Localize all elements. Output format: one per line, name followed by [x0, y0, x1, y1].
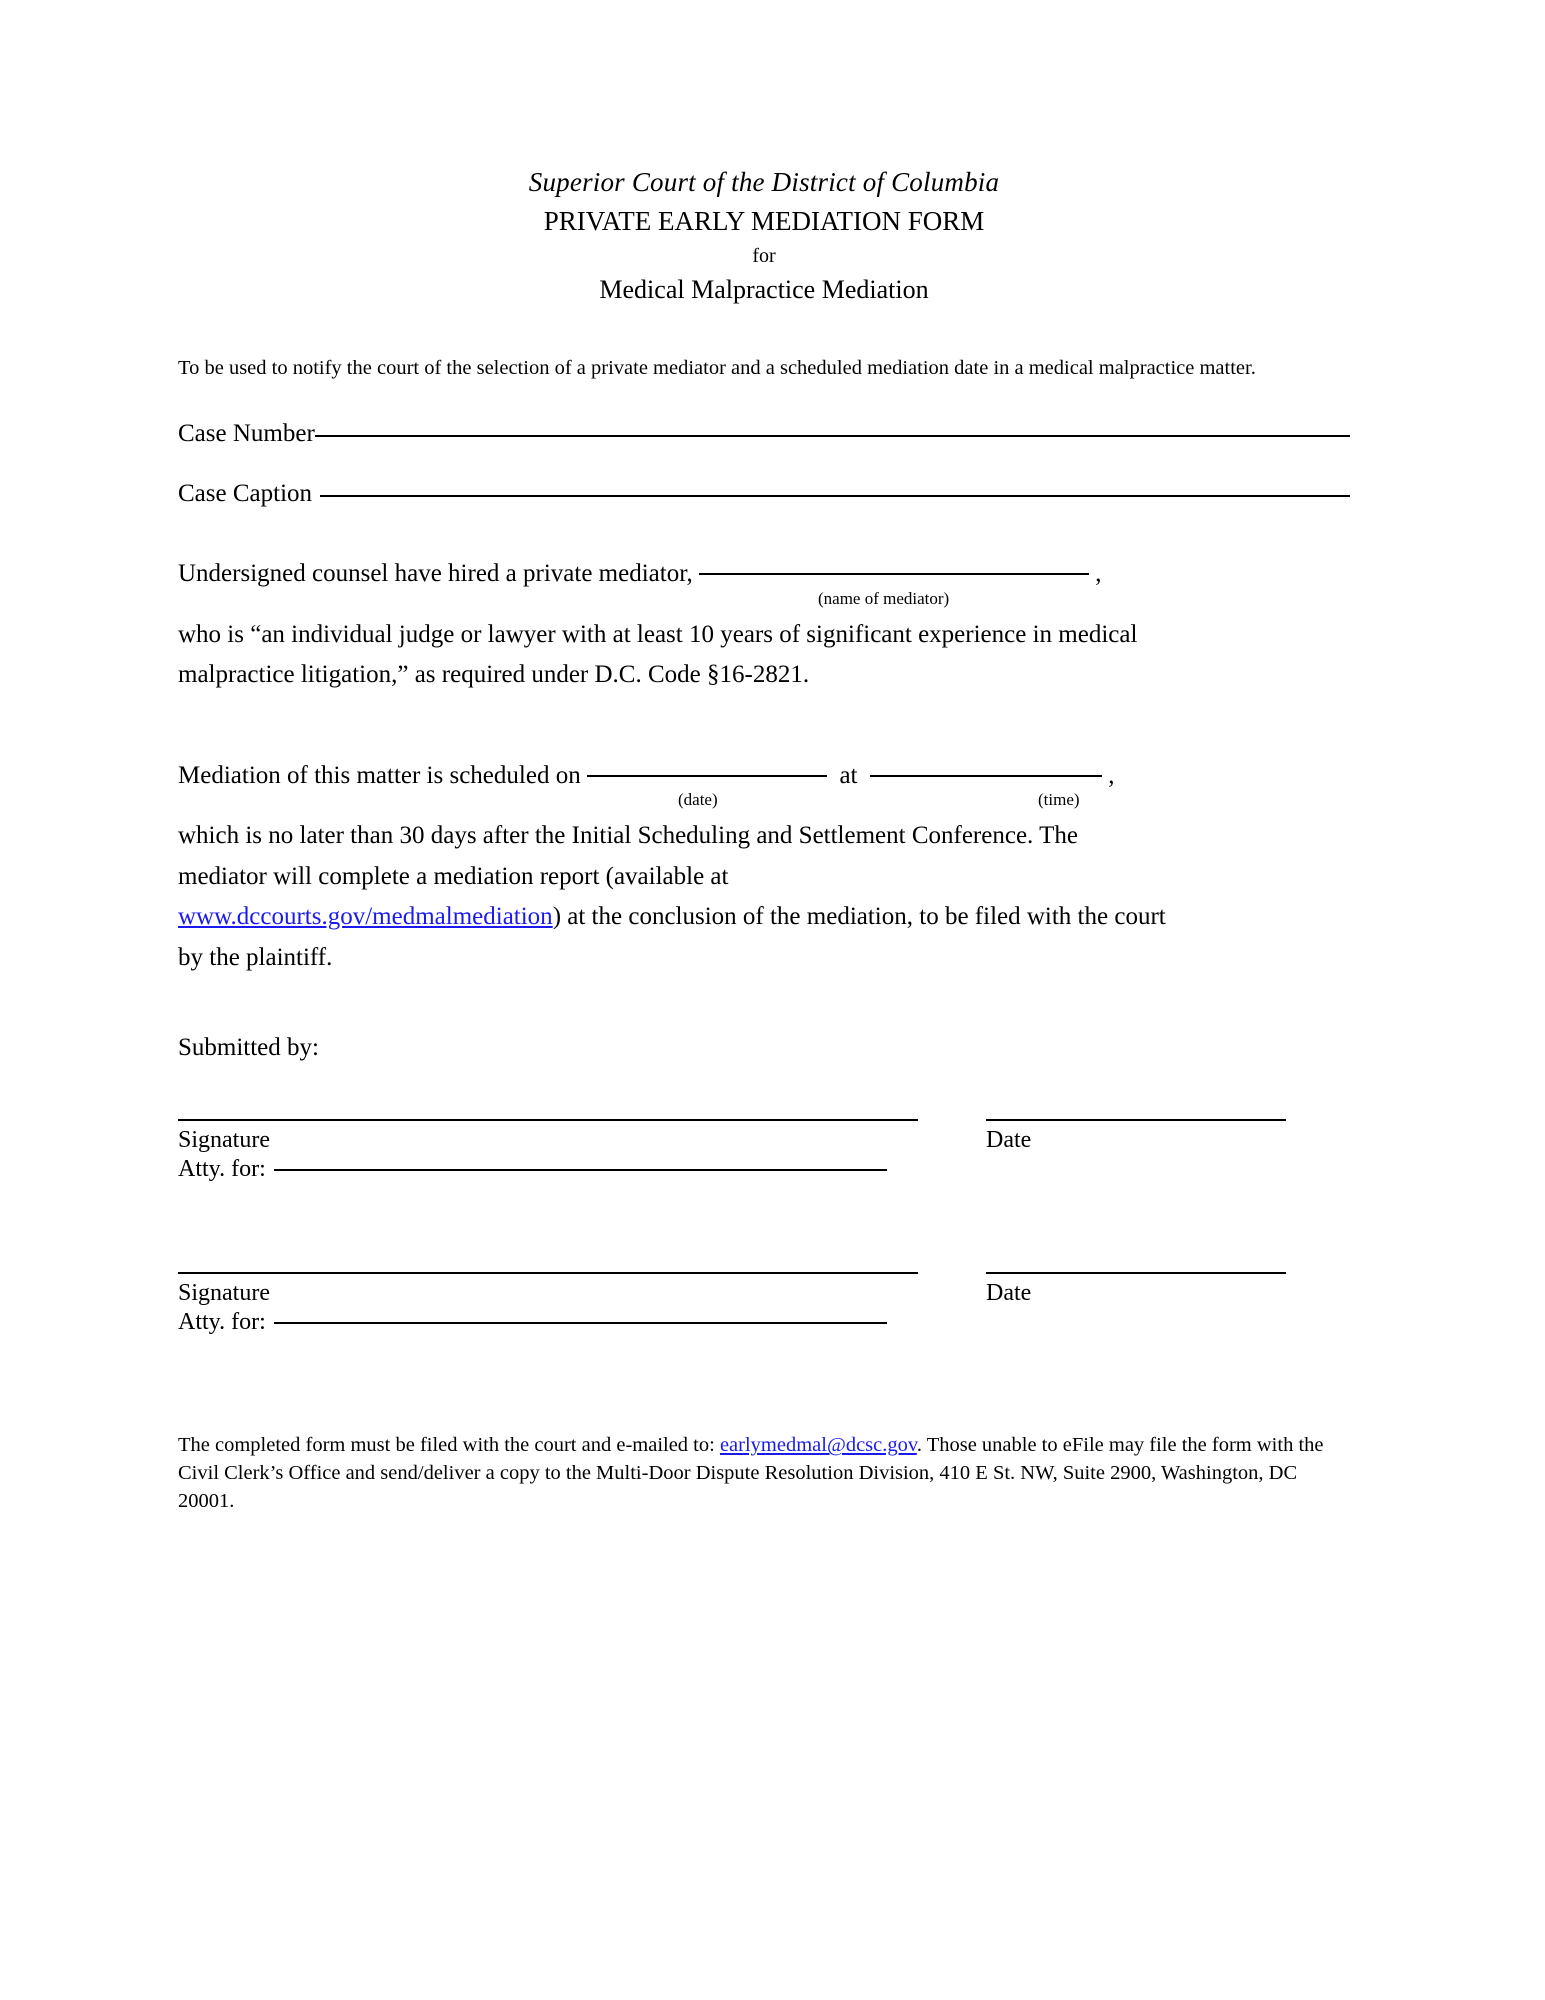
- footer-note: [178, 1432, 1350, 1515]
- mediator-name-input[interactable]: [699, 573, 1089, 575]
- document-content: [178, 168, 1350, 1515]
- mediator-comma: ,: [1095, 560, 1102, 588]
- mediator-paragraph-line3: [178, 655, 1350, 696]
- form-title: PRIVATE EARLY MEDIATION FORM: [543, 205, 985, 236]
- footer-before-email: The completed form must be filed with the court and e-mailed to:: [178, 1434, 720, 1457]
- intro-paragraph: To be used to notify the court of the selection of a private mediator and a scheduled mediation date in a medical malpractice matter.: [178, 356, 1256, 379]
- schedule-line4-text: ) at the conclusion of the mediation, to be filed with the court: [552, 903, 1166, 931]
- schedule-caption-row: [178, 790, 1350, 816]
- date-input-1[interactable]: [986, 1118, 1286, 1121]
- mediator-paragraph-line2: [178, 615, 1350, 656]
- schedule-paragraph: [178, 756, 1350, 797]
- footer-after-email: . Those unable to eFile may file the form with the Civil Clerk’s Office and send/deliver a copy to the Multi-Door Dispute Resolution Division, 410 E St. NW, Suite 2900, Washington, DC 20001.: [178, 1434, 1324, 1512]
- schedule-comma: ,: [1108, 761, 1115, 789]
- case-number-input[interactable]: [315, 434, 1350, 437]
- atty-label-1: Atty. for:: [178, 1156, 266, 1183]
- date-label-2: Date: [986, 1280, 1032, 1307]
- case-caption-input[interactable]: [320, 494, 1350, 497]
- schedule-line2: [178, 816, 1350, 857]
- signature-block-1: [178, 1118, 1350, 1183]
- case-number-row: [178, 420, 1350, 448]
- schedule-line4: [178, 897, 1350, 938]
- case-number-label: Case Number: [178, 420, 315, 448]
- atty-input-1[interactable]: [274, 1168, 887, 1171]
- signature-rules-2: [178, 1271, 1350, 1274]
- signature-labels-2: [178, 1280, 1350, 1307]
- schedule-at-word: at: [839, 761, 858, 789]
- signature-label-1: Signature: [178, 1127, 270, 1154]
- schedule-lead-text: Mediation of this matter is scheduled on: [178, 761, 581, 789]
- signature-input-2[interactable]: [178, 1271, 918, 1274]
- signature-labels-1: [178, 1127, 1350, 1154]
- signature-input-1[interactable]: [178, 1118, 918, 1121]
- mediator-rest-line1: who is “an individual judge or lawyer with at least 10 years of significant experience in medical: [178, 620, 1138, 648]
- mediation-date-input[interactable]: [587, 775, 827, 777]
- earlymedmal-email-link[interactable]: earlymedmal@dcsc.gov: [719, 1434, 917, 1457]
- date-label-1: Date: [986, 1127, 1032, 1154]
- schedule-line3-text: mediator will complete a mediation report (available at: [178, 862, 729, 890]
- for-word: for: [752, 244, 776, 267]
- submitted-by-label: Submitted by:: [178, 1034, 319, 1062]
- atty-row-2: [178, 1309, 1350, 1336]
- signature-rules-1: [178, 1118, 1350, 1121]
- mediator-caption-row: [178, 588, 1350, 615]
- court-name: Superior Court of the District of Columbia: [528, 167, 1000, 197]
- case-caption-row: [178, 480, 1350, 508]
- time-blank-caption: (time): [1038, 790, 1080, 810]
- mediator-blank-caption: (name of mediator): [818, 588, 950, 608]
- date-blank-caption: (date): [678, 790, 718, 810]
- signature-label-2: Signature: [178, 1280, 270, 1307]
- medmal-mediation-link[interactable]: www.dccourts.gov/medmalmediation: [178, 903, 553, 931]
- schedule-line3: [178, 857, 1350, 898]
- mediation-time-input[interactable]: [870, 775, 1102, 777]
- atty-label-2: Atty. for:: [178, 1309, 266, 1336]
- date-input-2[interactable]: [986, 1271, 1286, 1274]
- atty-input-2[interactable]: [274, 1321, 887, 1324]
- mediator-paragraph: [178, 554, 1350, 595]
- schedule-line5-text: by the plaintiff.: [178, 943, 333, 971]
- form-subject: Medical Malpractice Mediation: [599, 274, 929, 304]
- schedule-line2-text: which is no later than 30 days after the Initial Scheduling and Settlement Conference. The: [178, 822, 1078, 850]
- case-caption-label: Case Caption: [178, 480, 313, 508]
- mediator-lead-text: Undersigned counsel have hired a private mediator,: [178, 560, 693, 588]
- signature-block-2: [178, 1271, 1350, 1336]
- schedule-line5: [178, 938, 1350, 979]
- atty-row-1: [178, 1156, 1350, 1183]
- mediator-rest-line2: malpractice litigation,” as required under D.C. Code §16-2821.: [178, 661, 810, 689]
